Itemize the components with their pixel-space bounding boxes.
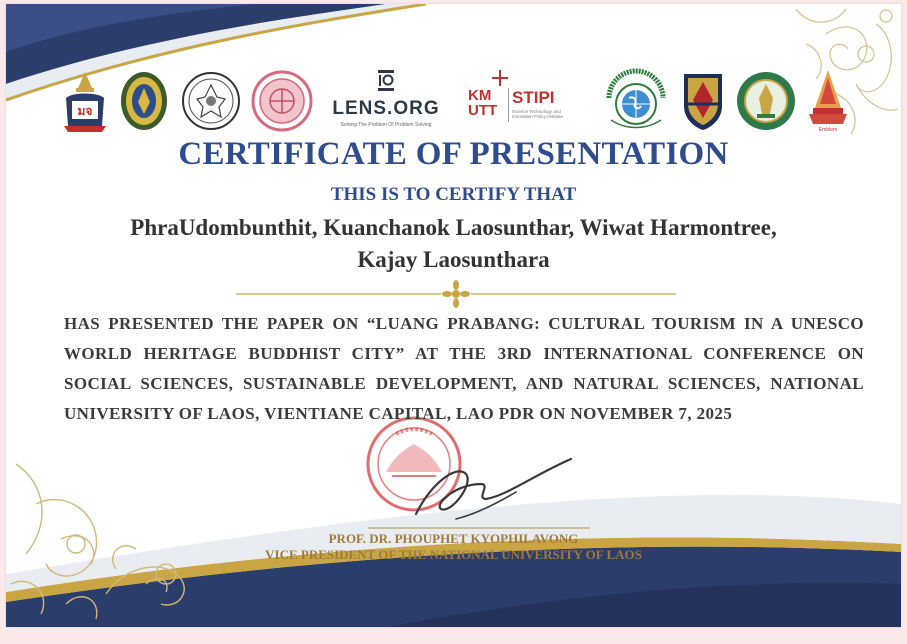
certificate	[6, 4, 901, 627]
svg-text:Emblem: Emblem	[818, 127, 838, 133]
certificate-title: CERTIFICATE OF PRESENTATION	[178, 136, 729, 172]
presenter-names-line2: Kajay Laosunthara	[357, 247, 550, 272]
kmutt-line1: KM	[468, 87, 492, 104]
lens-tagline: Solving The Problem Of Problem Solving	[340, 122, 432, 128]
pink-university-seal-icon	[250, 68, 314, 134]
lens-name: LENS.ORG	[332, 98, 440, 119]
signatory-name: PROF. DR. PHOUPHET KYOPHILAVONG	[328, 531, 579, 546]
presenter-names	[66, 212, 841, 276]
certificate-body: HAS PRESENTED THE PAPER ON “LUANG PRABANG: CULTURAL TOURISM IN A UNESCO WORLD HERITAGE BUDDHIST CITY” AT THE 3RD INTERNATIONAL CONFERENCE ON SOCIAL SCIENCES, SUSTAINABLE DEVELOPMENT, AND NATURAL SCIENCES, NATIONAL UNIVERSITY OF LAOS, VIENTIANE CAPITAL, LAO PDR ON NOVEMBER 7, 2025	[64, 314, 864, 423]
ornamental-divider	[236, 280, 676, 310]
faculty-seal-icon	[118, 68, 170, 134]
kmutt-stipi-logo	[468, 68, 593, 134]
fin-publications-globe-icon	[600, 68, 672, 134]
signature	[396, 444, 576, 534]
svg-text:มจ: มจ	[77, 104, 93, 118]
red-temple-emblem-icon	[806, 68, 850, 134]
stipi-tagline: Science Technology and Innovation Policy Institute	[512, 109, 564, 119]
presenter-names-line1: PhraUdombunthit, Kuanchanok Laosunthar, Wiwat Harmontree,	[130, 215, 777, 240]
signature-line	[368, 526, 590, 530]
stipi-logo-icon: STIPI	[512, 88, 555, 107]
green-university-seal-icon	[734, 68, 798, 134]
lens-logo-icon	[324, 68, 448, 134]
monastery-seal-icon	[180, 68, 242, 134]
university-seal-icon	[61, 68, 109, 134]
shield-emblem-icon	[678, 68, 728, 134]
certify-line: THIS IS TO CERTIFY THAT	[330, 184, 577, 205]
kmutt-logo-icon	[468, 88, 497, 118]
kmutt-line2: UTT	[468, 102, 498, 119]
signatory-title: VICE PRESIDENT OF THE NATIONAL UNIVERSITY OF LAOS	[265, 547, 642, 562]
